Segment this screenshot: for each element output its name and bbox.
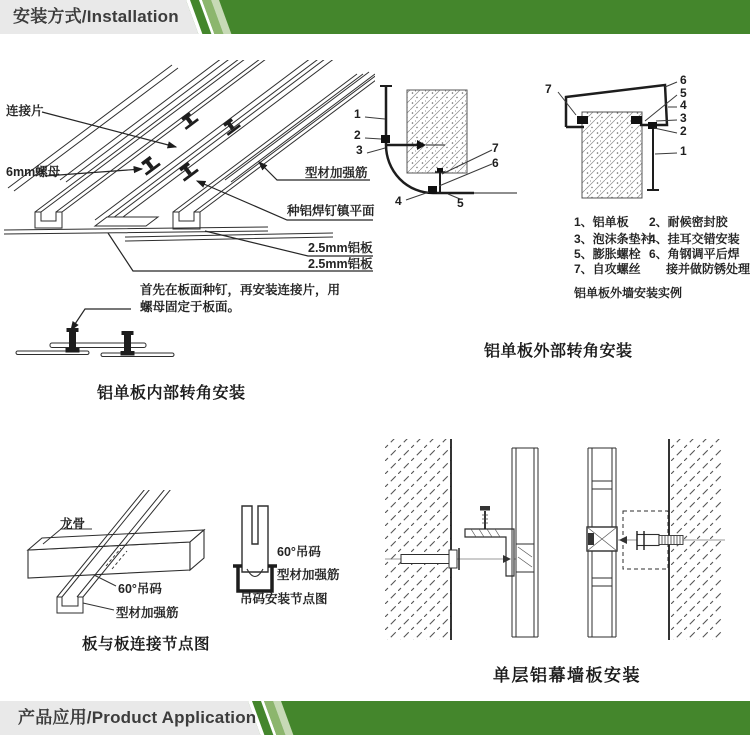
external-corner-section-diagram [340,60,540,290]
legend-item-4: 4、挂耳交错安装 [649,232,740,246]
legend-item-6: 6、角钢调平后焊 [649,247,740,261]
callout-6: 6 [492,156,499,170]
footer-bar [0,701,750,735]
node-label-hanger: 60°吊码 [277,545,321,559]
external-corner-cap-diagram [535,60,750,220]
note-line-2: 螺母固定于板面。 [140,300,241,314]
caption-curtain-wall: 单层铝幕墙板安装 [493,666,641,685]
label-rib-topleft: 型材加强筋 [305,166,368,180]
caption-panel-joint: 板与板连接节点图 [82,636,211,653]
callout-cap-3: 3 [680,111,687,125]
label-connector: 连接片 [6,104,44,118]
stud-plate-detail [16,343,174,357]
note-line-1: 首先在板面种钉，再安装连接片，用 [140,283,341,297]
caption-internal-corner: 铝单板内部转角安装 [97,385,246,402]
callout-cap-6: 6 [680,73,687,87]
label-plate-1: 2.5mm铝板 [308,241,373,255]
example-label: 铝单板外墙安装实例 [574,286,683,300]
callout-5: 5 [457,196,464,210]
legend-item-1: 1、铝单板 [574,215,629,229]
legend-item-6-cont: 接并做防锈处理 [666,262,750,276]
callout-cap-4: 4 [680,98,687,112]
callout-cap-1: 1 [680,144,687,158]
concrete-block [407,90,467,173]
callout-2: 2 [354,128,361,142]
callout-3: 3 [356,143,363,157]
callout-cap-2: 2 [680,124,687,138]
legend-item-7: 7、自攻螺丝 [574,262,641,276]
concrete-column [582,112,642,198]
label-hanger: 60°吊码 [118,582,162,596]
node-label-rib: 型材加强筋 [277,568,340,582]
label-rib-bottomleft: 型材加强筋 [116,606,179,620]
callout-cap-7: 7 [545,82,552,96]
callout-1: 1 [354,107,361,121]
legend-item-2: 2、耐候密封胶 [649,215,728,229]
internal-corner-diagram [0,60,375,390]
curtain-wall-diagram [385,435,735,660]
callout-4: 4 [395,194,402,208]
stud-bolts [138,110,241,181]
hanger-fork [242,506,268,572]
label-keel: 龙骨 [60,517,86,531]
callout-cap-5: 5 [680,86,687,100]
callout-7: 7 [492,141,499,155]
header-bar [0,0,750,34]
wall-left [385,439,451,640]
legend-item-3: 3、泡沫条垫衬 [574,232,653,246]
footer-title: 产品应用/Product Application [18,708,257,727]
label-nut: 6mm螺母 [6,165,61,179]
label-plate-2: 2.5mm铝板 [308,257,373,271]
header-title: 安装方式/Installation [13,7,179,26]
caption-external-corner: 铝单板外部转角安装 [484,343,633,360]
node-caption: 吊码安装节点图 [240,592,328,606]
legend-item-5: 5、膨胀螺栓 [574,247,641,261]
label-weld-stud: 种铝焊钉镇平面 [287,204,375,218]
